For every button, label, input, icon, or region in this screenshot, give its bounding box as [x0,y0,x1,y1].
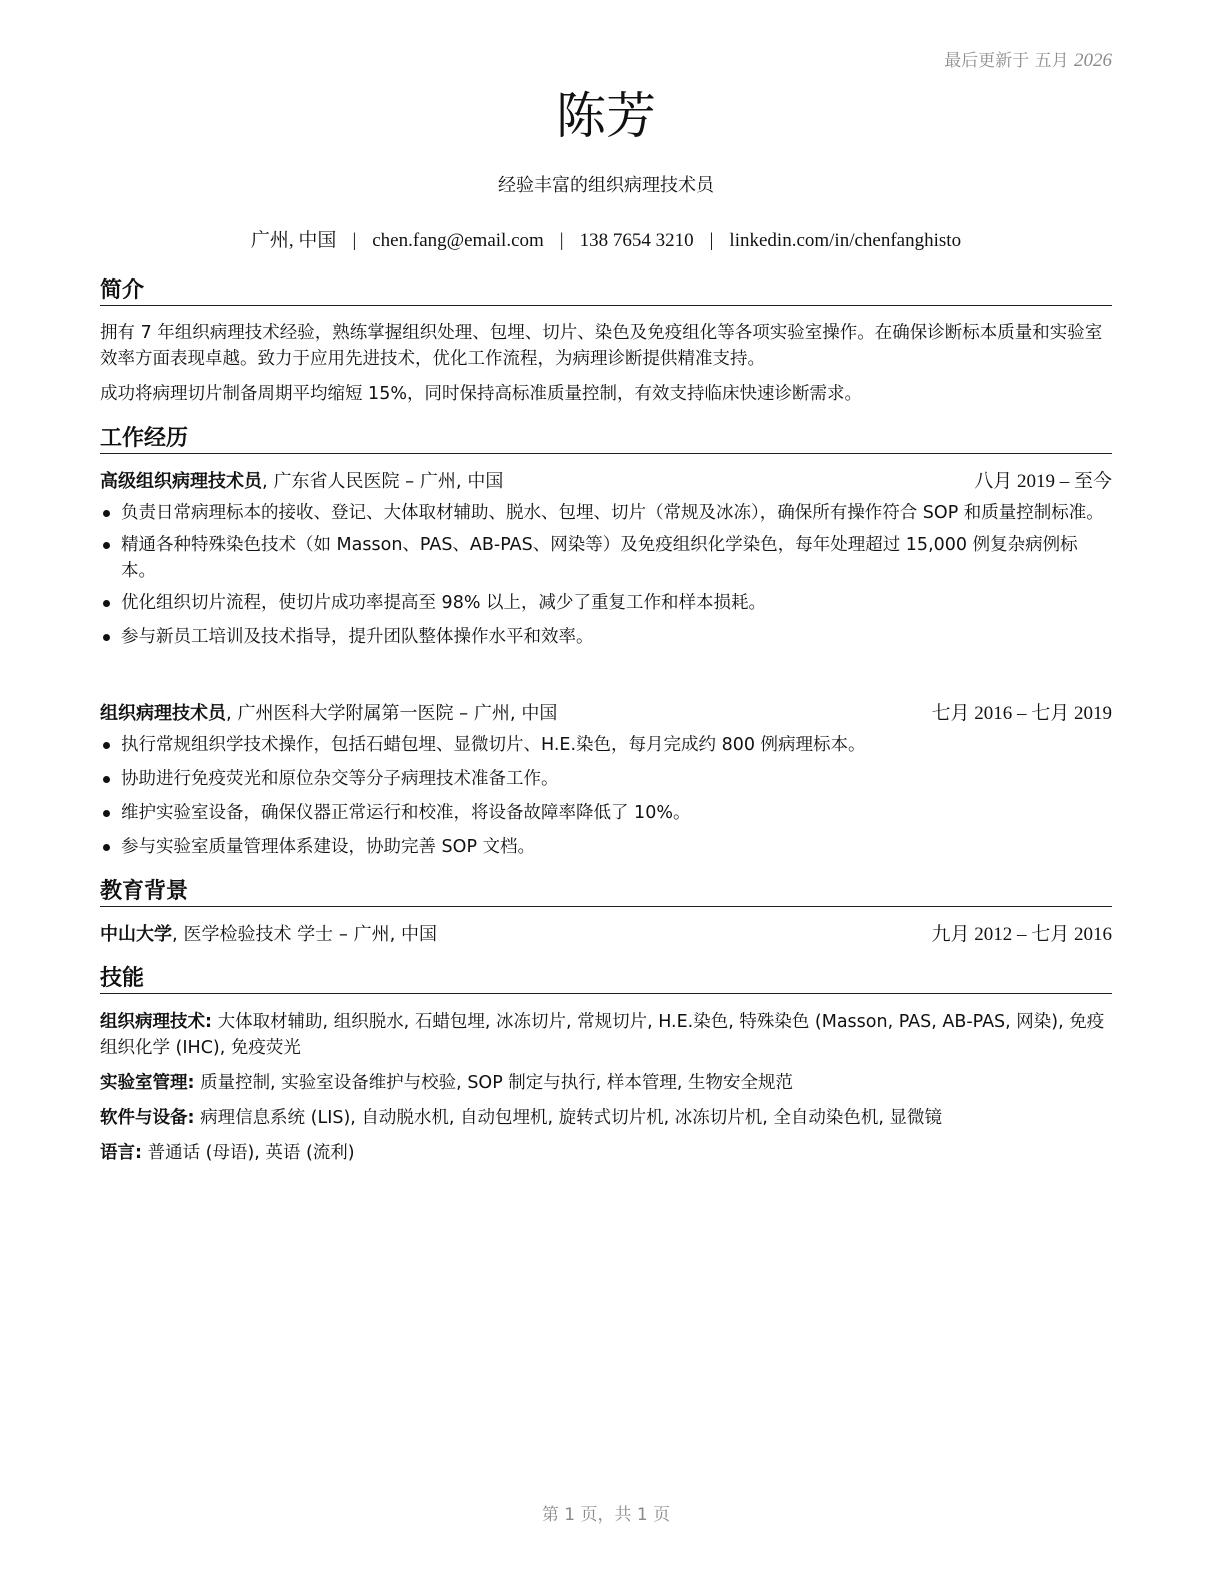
last-updated-year: 2026 [1074,50,1112,71]
contact-separator: | [709,230,714,251]
skill-value: 病理信息系统 (LIS), 自动脱水机, 自动包埋机, 旋转式切片机, 冰冻切片机, 全自动染色机, 显微镜 [194,1108,943,1128]
education-entry [100,921,1112,949]
skill-label: 实验室管理: [100,1073,195,1093]
job-bullet: 优化组织切片流程，使切片成功率提高至 98% 以上，减少了重复工作和样本损耗。 [100,590,1112,616]
contact-phone: 138 7654 3210 [579,230,694,251]
job-bullet: 精通各种特殊染色技术（如 Masson、PAS、AB-PAS、网染等）及免疫组织化学染色，每年处理超过 15,000 例复杂病例标本。 [100,532,1112,584]
candidate-name: 陈芳 [556,87,656,145]
section-title-skills: 技能 [100,965,1112,994]
job-bullets [100,732,1112,860]
last-updated-label: 最后更新于 [944,51,1030,71]
job-header [100,468,1112,496]
job-role: 高级组织病理技术员 [100,471,262,492]
job-bullet: 负责日常病理标本的接收、登记、大体取材辅助、脱水、包埋、切片（常规及冰冻），确保所有操作符合 SOP 和质量控制标准。 [100,500,1112,526]
job-dates: 七月 2016 – 七月 2019 [931,703,1112,724]
contact-location: 广州, 中国 [250,230,337,251]
page-footer: 第 1 页，共 1 页 [541,1505,671,1525]
contact-separator: | [559,230,564,251]
skills-block [100,1009,1112,1166]
resume-page [100,0,1112,1584]
education-school: 中山大学 [100,924,172,945]
contact-linkedin[interactable]: linkedin.com/in/chenfanghisto [729,230,962,251]
summary-paragraph: 成功将病理切片制备周期平均缩短 15%，同时保持高标准质量控制，有效支持临床快速诊断需求。 [100,384,862,404]
contact-separator: | [352,230,357,251]
education-dates: 九月 2012 – 七月 2016 [931,924,1112,945]
skill-row [100,1140,1112,1166]
last-updated-month: 五月 [1034,51,1069,71]
job-bullet: 参与实验室质量管理体系建设，协助完善 SOP 文档。 [100,834,1112,860]
section-title-summary: 简介 [100,277,1112,306]
skill-row [100,1009,1112,1061]
skill-value: 大体取材辅助, 组织脱水, 石蜡包埋, 冰冻切片, 常规切片, H.E.染色, 特殊染色 (Masson, PAS, AB-PAS, 网染), 免疫组织化学 (IHC), 免疫荧光 [100,1012,1105,1058]
job-role: 组织病理技术员 [100,703,226,724]
skill-row [100,1070,1112,1096]
summary-paragraph: 拥有 7 年组织病理技术经验，熟练掌握组织处理、包埋、切片、染色及免疫组化等各项实验室操作。在确保诊断标本质量和实验室效率方面表现卓越。致力于应用先进技术，优化工作流程，为病理诊断提供精准支持。 [100,323,1103,369]
skill-label: 语言: [100,1143,142,1163]
last-updated [944,46,1112,72]
candidate-headline: 经验丰富的组织病理技术员 [498,175,714,196]
section-title-education: 教育背景 [100,878,1112,907]
job-bullet: 参与新员工培训及技术指导，提升团队整体操作水平和效率。 [100,624,1112,650]
job-bullet: 维护实验室设备，确保仪器正常运行和校准，将设备故障率降低了 10%。 [100,800,1112,826]
contact-line [100,225,1112,252]
skill-value: 普通话 (母语), 英语 (流利) [142,1143,355,1163]
job-bullets [100,500,1112,650]
skill-row [100,1105,1112,1131]
job-header [100,700,1112,728]
job-bullet: 协助进行免疫荧光和原位杂交等分子病理技术准备工作。 [100,766,1112,792]
skill-label: 组织病理技术: [100,1012,212,1032]
summary-block [100,320,1112,407]
section-title-experience: 工作经历 [100,425,1112,454]
skill-label: 软件与设备: [100,1108,195,1128]
skill-value: 质量控制, 实验室设备维护与校验, SOP 制定与执行, 样本管理, 生物安全规范 [194,1073,794,1093]
job-org: , 广东省人民医院 – 广州, 中国 [262,471,504,492]
job-dates: 八月 2019 – 至今 [974,471,1112,492]
contact-email[interactable]: chen.fang@email.com [372,230,544,251]
education-detail: , 医学检验技术 学士 – 广州, 中国 [172,924,438,945]
job-bullet: 执行常规组织学技术操作，包括石蜡包埋、显微切片、H.E.染色，每月完成约 800 例病理标本。 [100,732,1112,758]
job-org: , 广州医科大学附属第一医院 – 广州, 中国 [226,703,558,724]
